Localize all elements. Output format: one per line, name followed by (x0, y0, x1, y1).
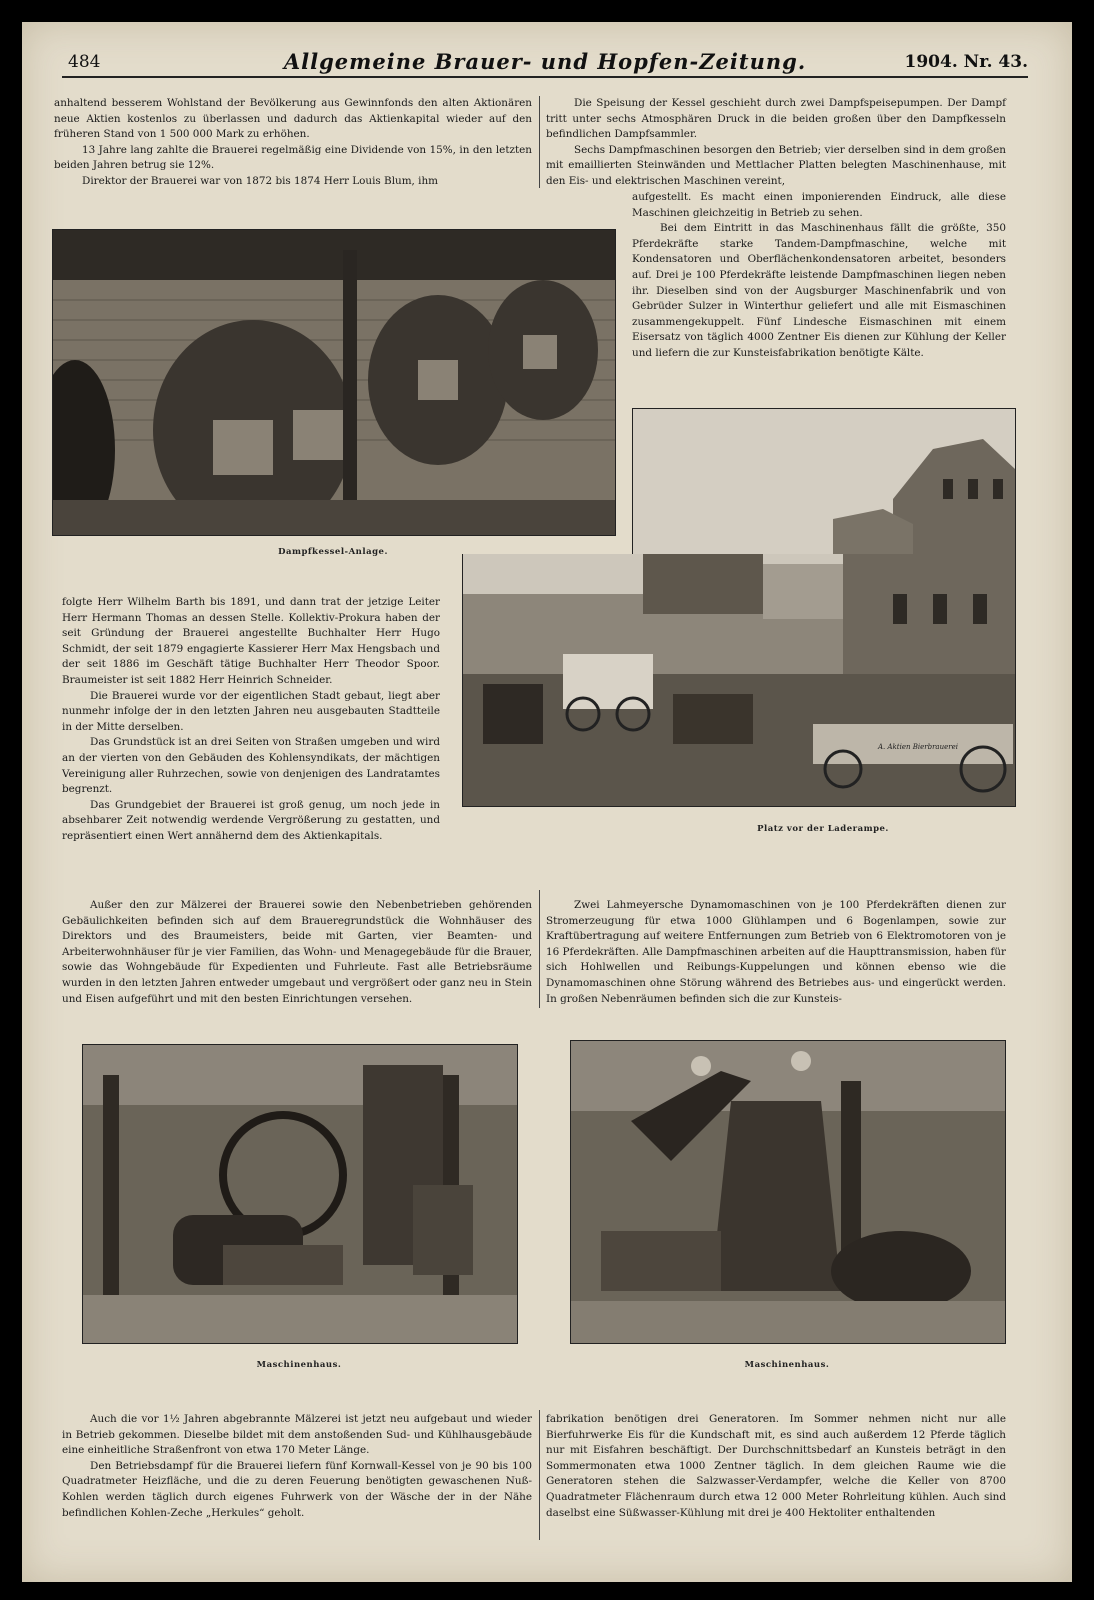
caption-engine-left: Maschinenhaus. (256, 1360, 342, 1370)
article-column-bottom-left (62, 1412, 532, 1521)
article-column-top-right (546, 96, 1006, 190)
caption-yard: Platz vor der Laderampe. (757, 824, 889, 834)
paragraph: Bei dem Eintritt in das Maschinenhaus fällt die größte, 350 Pferdekräfte starke Tandem-Dampfmaschine, welche mit Kondensatoren und Oberflächenkondensatoren arbeitet, besonders auf. Drei je 100 Pferdekräfte leistende Dampfmaschinen liegen neben ihr. Dieselben sind von der Augsburger Maschinenfabrik und von Gebrüder Sulzer in Winterthur geliefert und alle mit Eismaschinen zusammengekuppelt. Fünf Lindesche Eismaschinen mit einem Eisersatz von täglich 4000 Zentner Eis dienen zur Kühlung der Keller und liefern die zur Kunsteisfabrikation benötigte Kälte. (632, 222, 1006, 359)
article-column-bottom-right (546, 1412, 1006, 1521)
engine-photo-right (570, 1040, 1006, 1344)
wagon-sign: A. Aktien Bierbrauerei (878, 743, 958, 751)
issue-number: 1904. Nr. 43. (904, 52, 1028, 72)
caption-boiler: Dampfkessel-Anlage. (278, 547, 388, 557)
boiler-photo (52, 229, 616, 536)
paragraph: fabrikation benötigen drei Generatoren. Im Sommer nehmen nicht nur alle Bierfuhrwerke Eis für die Kundschaft mit, es sind auch außerdem 12 Pferde täglich nur mit Eisfahren beschäftigt. Der Durchschnittsbedarf an Kunsteis beträgt in den Sommermonaten etwa 1000 Zentner täglich. In dem gleichen Raume wie die Generatoren stehen die Salzwasser-Verdampfer, welche die Keller von 8700 Quadratmeter Flächenraum durch etwa 12 000 Meter Rohrleitung kühlen. Auch sind daselbst eine Süßwasser-Kühlung mit drei je 400 Hektoliter enthaltenden (546, 1413, 1006, 1519)
article-column-middle-left (62, 595, 440, 845)
article-column-middle-left-wide (62, 898, 532, 1007)
paragraph: Das Grundgebiet der Brauerei ist groß genug, um noch jede in absehbarer Zeit notwendig werdende Vergrößerung zu gestatten, und repräsentiert einen Wert annähernd dem des Aktienkapitals. (62, 798, 440, 842)
paragraph: aufgestellt. Es macht einen imponierenden Eindruck, alle diese Maschinen gleichzeitig in Betrieb zu sehen. (632, 191, 1006, 219)
article-column-middle-right (546, 898, 1006, 1007)
column-divider (539, 890, 540, 1008)
paragraph: Sechs Dampfmaschinen besorgen den Betrieb; vier derselben sind in dem großen mit emaillierten Steinwänden und Mettlacher Platten belegten Maschinenhause, mit den Eis- und elektrischen Maschinen vereint, (546, 143, 1006, 187)
engine-photo-left (82, 1044, 518, 1344)
paragraph: anhaltend besserem Wohlstand der Bevölkerung aus Gewinnfonds den alten Aktionären neue Aktien kostenlos zu überlassen und dadurch das Aktienkapital wieder auf den früheren Stand von 1 500 000 Mark zu erhöhen. (54, 97, 532, 141)
header-rule (62, 76, 1028, 78)
paragraph: folgte Herr Wilhelm Barth bis 1891, und dann trat der jetzige Leiter Herr Hermann Thomas an dessen Stelle. Kollektiv-Prokura haben der seit Gründung der Brauerei angestellte Buchhalter Herr Hugo Schmidt, der seit 1879 engagierte Kassierer Herr Max Hengsbach und der seit 1886 im Geschäft tätige Buchhalter Herr Theodor Spoor. Braumeister ist seit 1882 Herr Heinrich Schneider. (62, 596, 440, 686)
paragraph: Direktor der Brauerei war von 1872 bis 1874 Herr Louis Blum, ihm (82, 174, 439, 187)
paragraph: Außer den zur Mälzerei der Brauerei sowie den Nebenbetrieben gehörenden Gebäulichkeiten befinden sich auf dem Braueregrundstück die Wohnhäuser des Direktors und des Braumeisters, beide mit Garten, vier Beamten- und Arbeiterwohnhäuser für je vier Familien, das Wohn- und Menagegebäude für die Brauer, sowie das Wohngebäude für Expedienten und Fuhrleute. Fast alle Betriebsräume wurden in den letzten Jahren entweder umgebaut und vergrößert oder ganz neu in Stein und Eisen aufgeführt und mit den besten Einrichtungen versehen. (62, 899, 532, 1005)
yard-photo (462, 554, 1016, 807)
paragraph: Zwei Lahmeyersche Dynamomaschinen von je 100 Pferdekräften dienen zur Stromerzeugung für etwa 1000 Glühlampen und 6 Bogenlampen, sowie zur Kraftübertragung auf weitere Entfernungen zum Betrieb von 6 Elektromotoren von je 16 Pferdekräften. Alle Dampfmaschinen arbeiten auf die Haupttransmission, haben für sich Hohlwellen und Reibungs-Kuppelungen und können ebenso wie die Dynamomaschinen ohne Störung während des Betriebes aus- und eingerückt werden. In großen Nebenräumen befinden sich die zur Kunsteis- (546, 899, 1006, 1005)
page-number: 484 (68, 52, 101, 72)
column-divider (539, 96, 540, 188)
paragraph: 13 Jahre lang zahlte die Brauerei regelmäßig eine Dividende von 15%, in den letzten beiden Jahren betrug sie 12%. (54, 143, 532, 172)
paragraph: Die Speisung der Kessel geschieht durch zwei Dampfspeisepumpen. Der Dampf tritt unter sechs Atmosphären Druck in die beiden großen über den Dampfkesseln befindlichen Dampfsammler. (546, 97, 1006, 141)
page-header (62, 49, 1028, 76)
paragraph: Den Betriebsdampf für die Brauerei liefern fünf Kornwall-Kessel von je 90 bis 100 Quadratmeter Heizfläche, und die zu deren Feuerung benötigten gewaschenen Nuß-Kohlen werden täglich durch eigenes Fuhrwerk von der Wäsche der in der Nähe befindlichen Kohlen-Zeche „Herkules“ geholt. (62, 1459, 532, 1519)
paragraph: Die Brauerei wurde vor der eigentlichen Stadt gebaut, liegt aber nunmehr infolge der in den letzten Jahren neu ausgebauten Stadtteile in der Mitte derselben. (62, 689, 440, 733)
paragraph: Das Grundstück ist an drei Seiten von Straßen umgeben und wird an der vierten von den Gebäuden des Kohlensyndikats, der mächtigen Vereinigung aller Ruhrzechen, sowie von denjenigen des Landratamtes begrenzt. (62, 736, 440, 796)
newspaper-title: Allgemeine Brauer- und Hopfen-Zeitung. (283, 49, 807, 74)
newspaper-page (22, 22, 1072, 1582)
article-column-top-right-cont (632, 190, 1006, 362)
column-divider (539, 1410, 540, 1540)
article-column-top-left (54, 96, 532, 190)
paragraph: Auch die vor 1½ Jahren abgebrannte Mälzerei ist jetzt neu aufgebaut und wieder in Betrieb gekommen. Dieselbe bildet mit dem anstoßenden Sud- und Kühlhausgebäude eine einheitliche Straßenfront von etwa 170 Meter Länge. (62, 1413, 532, 1457)
caption-engine-right: Maschinenhaus. (744, 1360, 830, 1370)
yard-photo-upper (632, 408, 1016, 558)
